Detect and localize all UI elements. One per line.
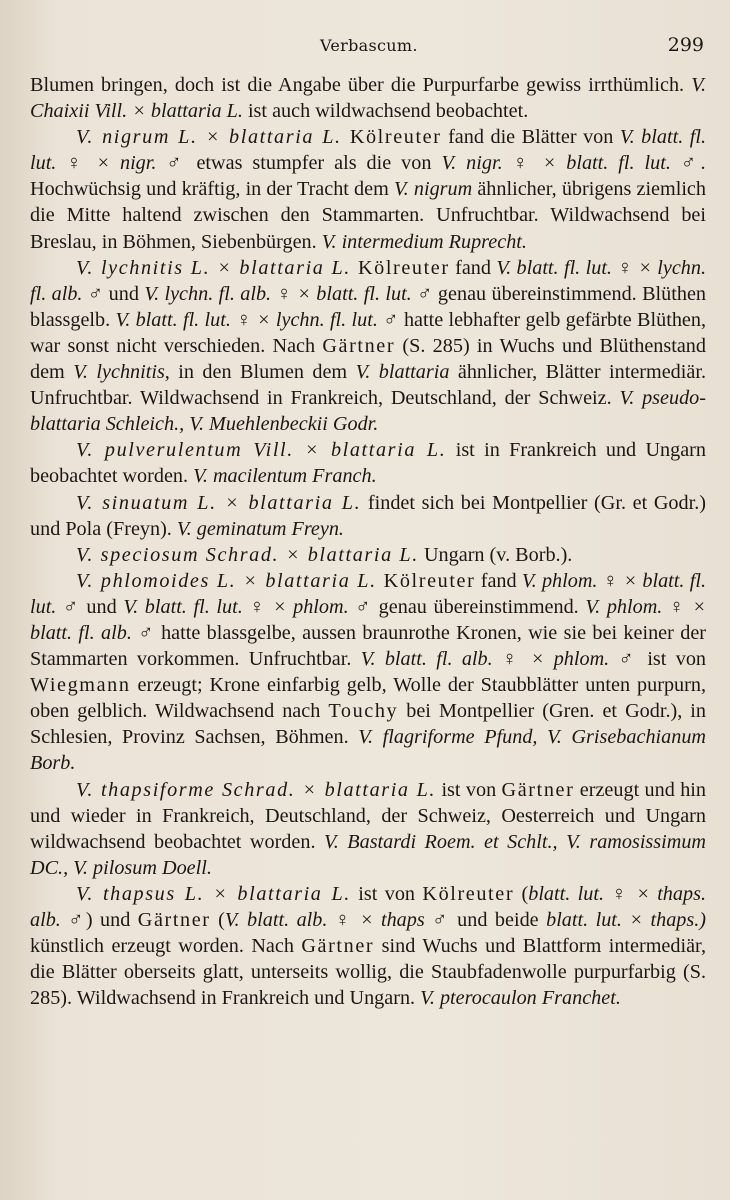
- text-run: fand: [449, 256, 497, 279]
- text-run: erzeugt und hin und wieder in Frankreich, Deutschland, der Schweiz, Oesterreich und Ungarn wildwachsend beobachtet worden.: [30, 778, 706, 853]
- paragraph: [30, 881, 706, 1011]
- paragraph: [30, 437, 706, 489]
- taxon-name: V. flagriforme Pfund, V. Grisebachianum Borb.: [30, 726, 707, 775]
- text-run: sind Wuchs und Blattform intermediär, die Blätter oberseits glatt, unterseits wollig, die Staubfadenwolle purpurfarbig (S. 285). Wildwachsend in Frankreich und Ungarn.: [30, 935, 706, 1010]
- taxon-name: V. Bastardi Roem. et Schlt., V. ramosissimum DC., V. pilosum Doell.: [30, 830, 706, 879]
- text-run: ähnlicher, Blätter intermediär. Unfruchtbar. Wildwachsend in Frankreich, Deutschland, der Schweiz.: [30, 361, 706, 410]
- text-run: (: [210, 909, 225, 931]
- taxon-name: V. macilentum Franch.: [193, 465, 377, 488]
- taxon-name: V. thapsus L. × blattaria L.: [76, 882, 351, 905]
- text-run: Gärtner: [322, 334, 396, 357]
- text-run: hatte blassgelbe, aussen braunrothe Kronen, wie sie bei keiner der Stammarten vorkommen. Unfruchtbar.: [30, 621, 706, 671]
- taxon-name: V. blatt. fl. lut. ♀ × phlom. ♂: [123, 595, 373, 618]
- text-run: Blumen bringen, doch ist die Angabe über die Purpurfarbe gewiss irrthümlich.: [30, 74, 692, 96]
- page-header: [0, 34, 730, 58]
- body-text: [30, 72, 706, 1011]
- text-run: ist von: [436, 778, 502, 801]
- taxon-name: V. sinuatum L. × blattaria L.: [76, 491, 362, 514]
- text-run: erzeugt; Krone einfarbig gelb, Wolle der Staubblätter unten purpurn, oben gelblich. Wildwachsend nach: [30, 674, 706, 723]
- taxon-name: V. blatt. fl. lut. ♀ × lychn. fl. lut. ♂: [115, 308, 399, 331]
- taxon-name: V. thapsiforme Schrad. × blattaria L.: [76, 778, 437, 801]
- text-run: etwas stumpfer als die von: [186, 152, 442, 175]
- text-run: Kölreuter: [422, 882, 515, 905]
- text-run: (: [514, 882, 529, 905]
- text-run: hatte lebhafter gelb gefärbte Blüthen, war sonst nicht verschieden. Nach: [30, 308, 707, 357]
- text-run: in den Blumen dem: [169, 361, 356, 384]
- text-run: ist in Frankreich und Ungarn beobachtet worden.: [30, 439, 706, 488]
- text-run: genau übereinstimmend.: [372, 595, 586, 618]
- taxon-name: V. geminatum Freyn.: [176, 517, 344, 540]
- text-run: Gärtner: [301, 935, 375, 958]
- text-run: Gärtner: [137, 909, 211, 931]
- text-run: Wiegmann: [30, 674, 131, 697]
- taxon-name: V. lychnitis L. × blattaria L.: [76, 256, 351, 279]
- paragraph: [30, 542, 706, 568]
- taxon-name: V. nigrum L. × blattaria L.: [76, 126, 342, 149]
- taxon-name: blatt. lut. ♀ × thaps. alb. ♂: [30, 882, 706, 931]
- taxon-name: V. blatt. fl. lut. ♀ × nigr. ♂: [30, 126, 707, 175]
- taxon-name: V. blattaria: [355, 361, 450, 384]
- taxon-name: V. speciosum Schrad. × blattaria L.: [76, 543, 419, 566]
- text-run: ist von: [637, 648, 707, 671]
- text-run: und: [79, 595, 124, 618]
- text-run: und: [103, 282, 145, 305]
- text-run: Kölreuter: [341, 126, 442, 149]
- text-run: ist von: [350, 882, 423, 905]
- text-run: ist auch wildwachsend beobachtet.: [242, 100, 529, 123]
- running-title: Verbascum.: [320, 36, 418, 55]
- text-run: (S. 285) in Wuchs und Blüthenstand dem: [30, 334, 706, 384]
- text-run: ) und: [85, 909, 138, 931]
- taxon-name: V. nigr. ♀ × blatt. fl. lut. ♂.: [441, 152, 706, 175]
- paragraph: [30, 124, 706, 254]
- taxon-name: V. intermedium Ruprecht.: [321, 230, 527, 253]
- paragraph: [30, 490, 706, 542]
- taxon-name: V. pulverulentum Vill. × blattaria L.: [76, 439, 447, 462]
- taxon-name: V. lychn. fl. alb. ♀ × blatt. fl. lut. ♂: [144, 282, 433, 305]
- taxon-name: V. pseudo-blattaria Schleich., V. Muehlenbeckii Godr.: [30, 387, 706, 436]
- text-run: Kölreuter: [376, 569, 476, 592]
- text-run: genau übereinstimmend. Blüthen blassgelb.: [30, 282, 707, 331]
- text-run: fand die Blätter von: [441, 126, 620, 149]
- taxon-name: V. blatt. fl. alb. ♀ × phlom. ♂: [360, 648, 638, 671]
- taxon-name: V. nigrum: [393, 178, 473, 201]
- taxon-name: blatt. lut. × thaps.): [546, 909, 707, 931]
- paragraph: [30, 777, 706, 881]
- taxon-name: V. phlom. ♀ × blatt. fl. alb. ♂: [30, 595, 707, 644]
- text-run: Touchy: [328, 700, 399, 723]
- text-run: künstlich erzeugt worden. Nach: [30, 935, 302, 958]
- page-number: 299: [667, 34, 704, 56]
- taxon-name: V. phlom. ♀ × blatt. fl. lut. ♂: [30, 569, 706, 618]
- taxon-name: V. blatt. alb. ♀ × thaps ♂: [224, 909, 450, 931]
- text-run: und beide: [449, 909, 547, 931]
- paragraph: [30, 568, 706, 777]
- taxon-name: V. lychnitis,: [73, 361, 170, 384]
- taxon-name: V. pterocaulon Franchet.: [420, 987, 621, 1010]
- text-run: fand: [475, 569, 522, 592]
- text-run: findet sich bei Montpellier (Gr. et Godr.) und Pola (Freyn).: [30, 491, 706, 540]
- text-run: Hochwüchsig und kräftig, in der Tracht dem: [30, 178, 394, 201]
- paragraph: [30, 255, 706, 438]
- text-run: ähnlicher, übrigens ziemlich die Mitte haltend zwischen den Stammarten. Unfruchtbar. Wildwachsend bei Breslau, in Böhmen, Siebenbürgen.: [30, 178, 706, 253]
- text-run: Ungarn (v. Borb.).: [418, 543, 573, 566]
- paragraph: [30, 72, 706, 124]
- taxon-name: V. blatt. fl. lut. ♀ × lychn. fl. alb. ♂: [30, 256, 707, 305]
- taxon-name: V. Chaixii Vill. × blattaria L.: [30, 74, 706, 123]
- text-run: bei Montpellier (Gren. et Godr.), in Schlesien, Provinz Sachsen, Böhmen.: [30, 700, 706, 749]
- text-run: Kölreuter: [350, 256, 450, 279]
- taxon-name: V. phlomoides L. × blattaria L.: [76, 569, 377, 592]
- text-run: Gärtner: [501, 778, 575, 801]
